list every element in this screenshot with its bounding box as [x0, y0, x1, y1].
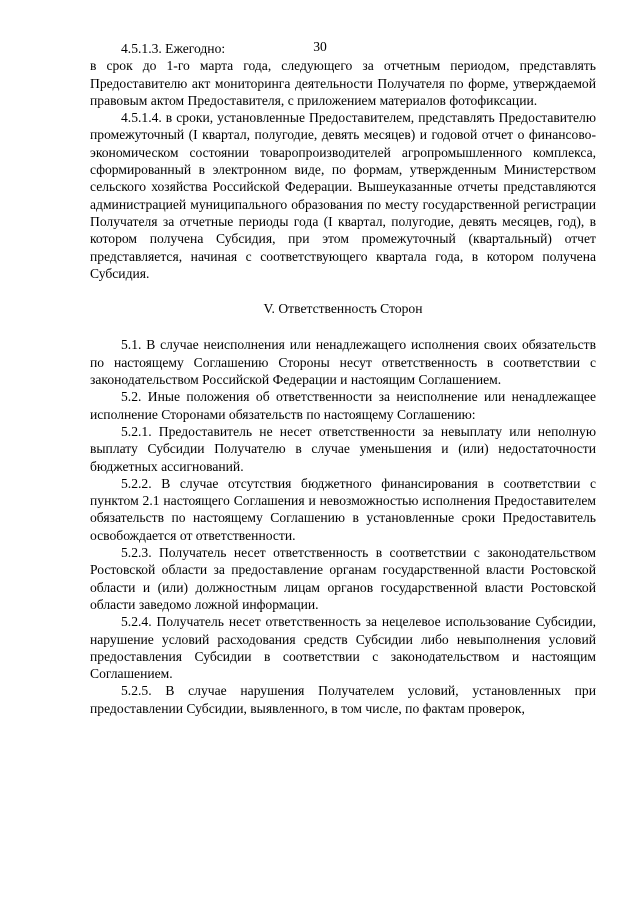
clause-5-1: 5.1. В случае неисполнения или ненадлежащего исполнения своих обязательств по настоящему Соглашению Стороны несут ответственность в соответствии с законодательством Российской Федерации и настоящим Соглашением.	[90, 337, 596, 388]
clause-4-5-1-4: 4.5.1.4. в сроки, установленные Предоставителем, представлять Предоставителю промежуточный (I квартал, полугодие, девять месяцев) и годовой отчет о финансово-экономическом состоянии товаропроизводителей агропромышленного комплекса, сформированный в электронном виде, по формам, утвержденным Министерством сельского хозяйства Российской Федерации. Вышеуказанные отчеты представляются администрацией муниципального образования по месту государственной регистрации Получателя за отчетные периоды года (I квартал, полугодие, девять месяцев, год), в котором получена Субсидия, при этом промежуточный (квартальный) отчет представляется, начиная с соответствующего квартала года, в котором получена Субсидия.	[90, 110, 596, 281]
clause-5-2-2: 5.2.2. В случае отсутствия бюджетного финансирования в соответствии с пунктом 2.1 настоящего Соглашения и невозможностью исполнения Предоставителем обязательств по настоящему Соглашению в установленные сроки Предоставитель освобождается от ответственности.	[90, 475, 596, 543]
clause-4-5-1-3: 4.5.1.3. Ежегодно:	[121, 41, 226, 56]
page-number: 30	[313, 39, 327, 54]
clause-5-2-4: 5.2.4. Получатель несет ответственность за нецелевое использование Субсидии, нарушение условий расходования средств Субсидии либо невыполнения условий предоставления Субсидии в соответствии с законодательством и настоящим Соглашением.	[90, 614, 596, 682]
clause-5-2: 5.2. Иные положения об ответственности за неисполнение или ненадлежащее исполнение Сторонами обязательств по настоящему Соглашению:	[90, 389, 596, 422]
clause-5-2-1: 5.2.1. Предоставитель не несет ответственности за невыплату или неполную выплату Субсидии Получателю в случае уменьшения и (или) недостаточности бюджетных ассигнований.	[90, 423, 596, 474]
document-page	[90, 40, 596, 717]
section-heading: V. Ответственность Сторон	[263, 301, 423, 317]
clause-5-2-3: 5.2.3. Получатель несет ответственность в соответствии с законодательством Ростовской области за предоставление органам государственной власти Ростовской области и (или) должностным лицам органов государственной власти Ростовской области заведомо ложной информации.	[90, 545, 596, 612]
spacer	[90, 317, 596, 336]
clause-4-5-1-3-text: в срок до 1-го марта года, следующего за отчетным периодом, представлять Предоставителю акт мониторинга деятельности Получателя по форме, утверждаемой правовым актом Предоставителя, с приложением материалов фотофиксации.	[90, 58, 596, 108]
spacer	[90, 282, 596, 300]
clause-5-2-5: 5.2.5. В случае нарушения Получателем условий, установленных при предоставлении Субсидии, выявленного, в том числе, по фактам проверок,	[90, 683, 596, 716]
